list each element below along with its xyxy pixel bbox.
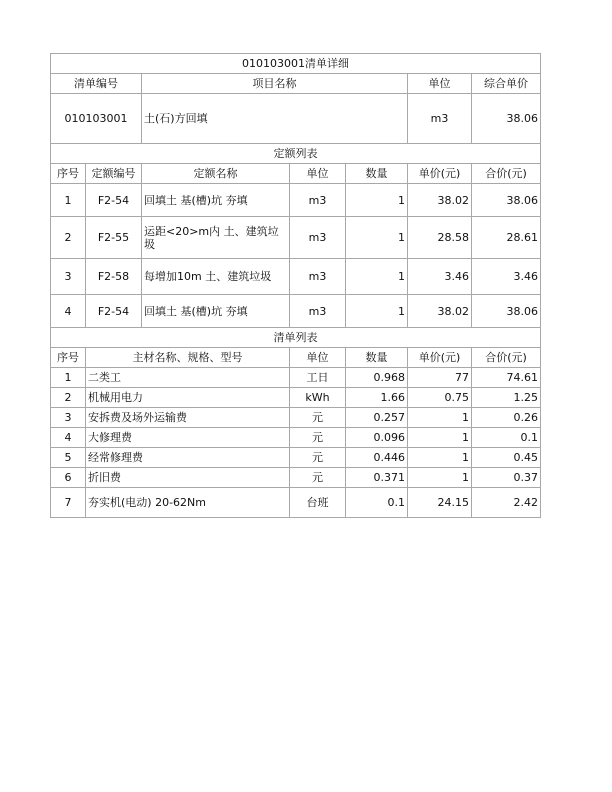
material-row bbox=[51, 408, 541, 428]
summary-header-row bbox=[51, 74, 541, 94]
quota-unit: m3 bbox=[290, 217, 346, 259]
material-qty: 0.446 bbox=[346, 448, 408, 468]
quota-name: 回填土 基(槽)坑 夯填 bbox=[142, 295, 290, 328]
quota-qty: 1 bbox=[346, 295, 408, 328]
quota-code: F2-55 bbox=[86, 217, 142, 259]
material-qty: 1.66 bbox=[346, 388, 408, 408]
quota-seq: 2 bbox=[51, 217, 86, 259]
composite-price-header: 综合单价 bbox=[472, 74, 541, 94]
unit-header: 单位 bbox=[408, 74, 472, 94]
material-seq: 3 bbox=[51, 408, 86, 428]
material-total: 0.45 bbox=[472, 448, 541, 468]
quota-unit: m3 bbox=[290, 259, 346, 295]
quota-section-title: 定额列表 bbox=[51, 144, 541, 164]
material-row bbox=[51, 488, 541, 518]
quota-seq: 3 bbox=[51, 259, 86, 295]
quota-row bbox=[51, 295, 541, 328]
material-unit-price: 1 bbox=[408, 408, 472, 428]
material-total-header: 合价(元) bbox=[472, 348, 541, 368]
quota-total: 38.06 bbox=[472, 184, 541, 217]
item-name: 土(石)方回填 bbox=[142, 94, 408, 144]
item-unit: m3 bbox=[408, 94, 472, 144]
quota-section-row bbox=[51, 144, 541, 164]
quota-total: 3.46 bbox=[472, 259, 541, 295]
material-unit: 工日 bbox=[290, 368, 346, 388]
material-row bbox=[51, 428, 541, 448]
material-unit: 台班 bbox=[290, 488, 346, 518]
material-name: 经常修理费 bbox=[86, 448, 290, 468]
material-total: 0.37 bbox=[472, 468, 541, 488]
quota-total-header: 合价(元) bbox=[472, 164, 541, 184]
quota-unit-price: 38.02 bbox=[408, 184, 472, 217]
quota-header-row bbox=[51, 164, 541, 184]
bill-code-header: 清单编号 bbox=[51, 74, 142, 94]
material-total: 74.61 bbox=[472, 368, 541, 388]
quota-code: F2-54 bbox=[86, 184, 142, 217]
material-unit: kWh bbox=[290, 388, 346, 408]
material-unit-price: 1 bbox=[408, 428, 472, 448]
material-name: 折旧费 bbox=[86, 468, 290, 488]
material-row bbox=[51, 388, 541, 408]
material-unit-price: 77 bbox=[408, 368, 472, 388]
material-name: 机械用电力 bbox=[86, 388, 290, 408]
material-unit: 元 bbox=[290, 468, 346, 488]
quota-code-header: 定额编号 bbox=[86, 164, 142, 184]
material-qty: 0.257 bbox=[346, 408, 408, 428]
quota-qty: 1 bbox=[346, 184, 408, 217]
material-name: 夯实机(电动) 20-62Nm bbox=[86, 488, 290, 518]
quota-unit-price: 28.58 bbox=[408, 217, 472, 259]
material-unit-price-header: 单价(元) bbox=[408, 348, 472, 368]
material-section-row bbox=[51, 328, 541, 348]
quota-seq-header: 序号 bbox=[51, 164, 86, 184]
quota-name: 回填土 基(槽)坑 夯填 bbox=[142, 184, 290, 217]
quota-row bbox=[51, 217, 541, 259]
quota-qty-header: 数量 bbox=[346, 164, 408, 184]
quota-code: F2-58 bbox=[86, 259, 142, 295]
material-unit-price: 1 bbox=[408, 448, 472, 468]
material-unit: 元 bbox=[290, 408, 346, 428]
material-name: 二类工 bbox=[86, 368, 290, 388]
material-total: 2.42 bbox=[472, 488, 541, 518]
material-unit-header: 单位 bbox=[290, 348, 346, 368]
material-section-title: 清单列表 bbox=[51, 328, 541, 348]
quota-unit-price: 3.46 bbox=[408, 259, 472, 295]
quota-unit-price-header: 单价(元) bbox=[408, 164, 472, 184]
material-total: 0.26 bbox=[472, 408, 541, 428]
material-row bbox=[51, 468, 541, 488]
material-header-row bbox=[51, 348, 541, 368]
quota-seq: 1 bbox=[51, 184, 86, 217]
material-qty: 0.096 bbox=[346, 428, 408, 448]
quota-unit-header: 单位 bbox=[290, 164, 346, 184]
material-seq: 2 bbox=[51, 388, 86, 408]
composite-price: 38.06 bbox=[472, 94, 541, 144]
quota-unit-price: 38.02 bbox=[408, 295, 472, 328]
material-unit: 元 bbox=[290, 428, 346, 448]
quota-row bbox=[51, 259, 541, 295]
quota-code: F2-54 bbox=[86, 295, 142, 328]
material-unit-price: 0.75 bbox=[408, 388, 472, 408]
quota-seq: 4 bbox=[51, 295, 86, 328]
quota-row bbox=[51, 184, 541, 217]
bill-code: 010103001 bbox=[51, 94, 142, 144]
material-seq: 7 bbox=[51, 488, 86, 518]
quota-qty: 1 bbox=[346, 259, 408, 295]
quota-name: 每增加10m 土、建筑垃圾 bbox=[142, 259, 290, 295]
material-qty: 0.968 bbox=[346, 368, 408, 388]
material-row bbox=[51, 368, 541, 388]
quota-name-header: 定额名称 bbox=[142, 164, 290, 184]
summary-row bbox=[51, 94, 541, 144]
material-seq: 4 bbox=[51, 428, 86, 448]
quota-unit: m3 bbox=[290, 184, 346, 217]
material-unit-price: 24.15 bbox=[408, 488, 472, 518]
quota-total: 38.06 bbox=[472, 295, 541, 328]
material-qty: 0.1 bbox=[346, 488, 408, 518]
material-row bbox=[51, 448, 541, 468]
quota-unit: m3 bbox=[290, 295, 346, 328]
material-name: 安拆费及场外运输费 bbox=[86, 408, 290, 428]
material-name: 大修理费 bbox=[86, 428, 290, 448]
material-seq: 6 bbox=[51, 468, 86, 488]
quota-total: 28.61 bbox=[472, 217, 541, 259]
material-seq: 5 bbox=[51, 448, 86, 468]
material-total: 1.25 bbox=[472, 388, 541, 408]
quota-qty: 1 bbox=[346, 217, 408, 259]
page-title: 010103001清单详细 bbox=[51, 54, 541, 74]
material-qty: 0.371 bbox=[346, 468, 408, 488]
material-seq: 1 bbox=[51, 368, 86, 388]
item-name-header: 项目名称 bbox=[142, 74, 408, 94]
material-qty-header: 数量 bbox=[346, 348, 408, 368]
material-name-header: 主材名称、规格、型号 bbox=[86, 348, 290, 368]
quota-name: 运距<20>m内 土、建筑垃圾 bbox=[142, 217, 290, 259]
material-total: 0.1 bbox=[472, 428, 541, 448]
title-row bbox=[51, 54, 541, 74]
material-seq-header: 序号 bbox=[51, 348, 86, 368]
material-unit: 元 bbox=[290, 448, 346, 468]
bill-detail-table bbox=[50, 53, 541, 518]
material-unit-price: 1 bbox=[408, 468, 472, 488]
